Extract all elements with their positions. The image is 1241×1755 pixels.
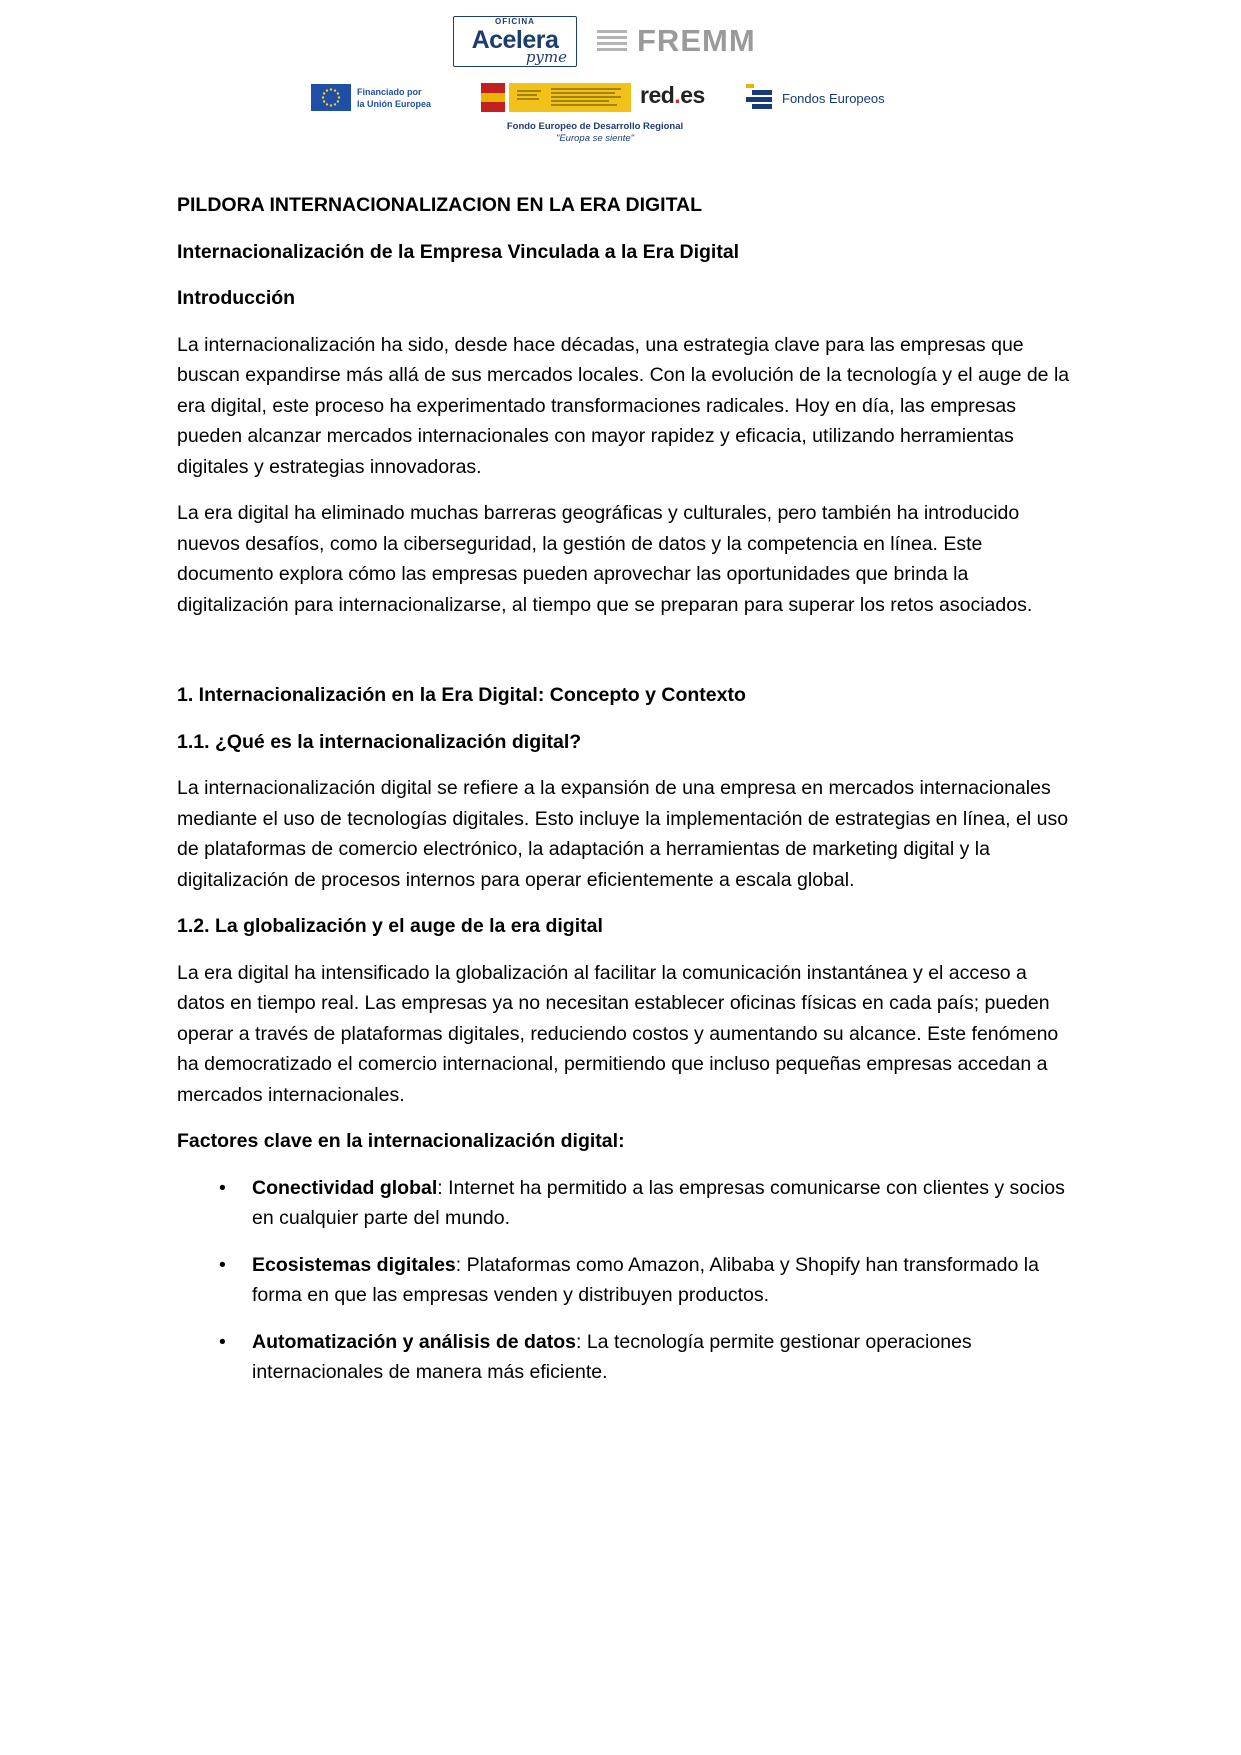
acelera-small-label: OFICINA: [495, 17, 535, 26]
red-es-logo: [640, 82, 705, 109]
bullet-term: Conectividad global: [252, 1176, 438, 1199]
intro-paragraph-1: La internacionalización ha sido, desde hace décadas, una estrategia clave para las empresas que buscan expandirse más allá de sus mercados locales. Con la evolución de la tecnología y el auge de la era digital, este proceso ha experimentado transformaciones radicales. Hoy en día, las empresas pueden alcanzar mercados internacionales con mayor rapidez y eficacia, utilizando herramientas digitales y estrategias innovadoras.: [177, 333, 1070, 478]
factors-heading: Factores clave en la internacionalización digital:: [177, 1130, 625, 1152]
fremm-lines-icon: [597, 30, 627, 54]
acelera-sub-label: pyme: [525, 48, 567, 66]
list-item: [177, 1173, 1072, 1234]
section-1-2-heading: 1.2. La globalización y el auge de la era digital: [177, 915, 603, 937]
ministry-box: [509, 83, 631, 112]
gobierno-espana-logo: [481, 83, 631, 113]
bullet-term: Automatización y análisis de datos: [252, 1330, 576, 1353]
document-body: [177, 190, 1072, 1404]
red-es-part1: red: [640, 82, 675, 108]
factors-list: [177, 1173, 1072, 1388]
intro-paragraph-2: La era digital ha eliminado muchas barreras geográficas y culturales, pero también ha introducido nuevos desafíos, como la ciberseguridad, la gestión de datos y la competencia en línea. Este documento explora cómo las empresas pueden aprovechar las oportunidades que brinda la digitalización para internacionalizarse, al tiempo que se preparan para superar los retos asociados.: [177, 502, 1033, 616]
coat-of-arms-icon: [481, 83, 505, 112]
bullet-icon: •: [219, 1330, 226, 1353]
acelera-pyme-logo: [453, 16, 577, 67]
fondos-europeos-logo: [742, 82, 902, 116]
list-item: [177, 1250, 1072, 1311]
bullet-icon: •: [219, 1253, 226, 1276]
intro-heading: Introducción: [177, 287, 296, 309]
section-1-1-paragraph: La internacionalización digital se refiere a la expansión de una empresa en mercados internacionales mediante el uso de tecnologías digitales. Esto incluye la implementación de estrategias en línea, el uso de plataformas de comercio electrónico, la adaptación a herramientas de marketing digital y la digitalización de procesos internos para operar eficientemente a escala global.: [177, 777, 1069, 891]
eu-flag-icon: [311, 84, 351, 111]
bullet-icon: •: [219, 1176, 226, 1199]
fondos-europeos-label: Fondos Europeos: [782, 91, 885, 106]
acelera-main-label: Acelera: [471, 26, 559, 54]
document-title: PILDORA INTERNACIONALIZACION EN LA ERA DIGITAL: [177, 194, 703, 216]
eu-funding-line1: Financiado por: [357, 87, 422, 97]
eu-funding-logo: [311, 84, 441, 114]
bullet-term: Ecosistemas digitales: [252, 1253, 456, 1276]
document-subtitle: Internacionalización de la Empresa Vinculada a la Era Digital: [177, 240, 740, 263]
bullet-text: : La tecnología permite gestionar operaciones internacionales de manera más eficiente.: [252, 1330, 972, 1383]
fremm-logo: [597, 23, 757, 59]
bullet-text: : Plataformas como Amazon, Alibaba y Shopify han transformado la forma en que las empresas venden y distribuyen productos.: [252, 1253, 1039, 1306]
red-es-part2: es: [680, 82, 705, 108]
fremm-label: FREMM: [637, 23, 756, 58]
fondos-europeos-icon: [742, 84, 772, 112]
list-item: [177, 1327, 1072, 1388]
eu-funding-line2: la Unión Europea: [357, 99, 432, 109]
feder-subtitle: "Europa se siente": [555, 133, 635, 144]
section-1-heading: 1. Internacionalización en la Era Digital: Concepto y Contexto: [177, 684, 746, 706]
feder-title: Fondo Europeo de Desarrollo Regional: [506, 121, 684, 132]
eu-funding-label: [357, 86, 431, 110]
section-1-2-paragraph: La era digital ha intensificado la globalización al facilitar la comunicación instantánea y el acceso a datos en tiempo real. Las empresas ya no necesitan establecer oficinas físicas en cada país; pueden operar a través de plataformas digitales, reduciendo costos y aumentando su alcance. Este fenómeno ha democratizado el comercio internacional, permitiendo que incluso pequeñas empresas accedan a mercados internacionales.: [177, 961, 1059, 1106]
bullet-text: : Internet ha permitido a las empresas comunicarse con clientes y socios en cualquier parte del mundo.: [252, 1176, 1065, 1229]
red-es-dot: .: [674, 82, 681, 108]
section-1-1-heading: 1.1. ¿Qué es la internacionalización digital?: [177, 730, 582, 753]
